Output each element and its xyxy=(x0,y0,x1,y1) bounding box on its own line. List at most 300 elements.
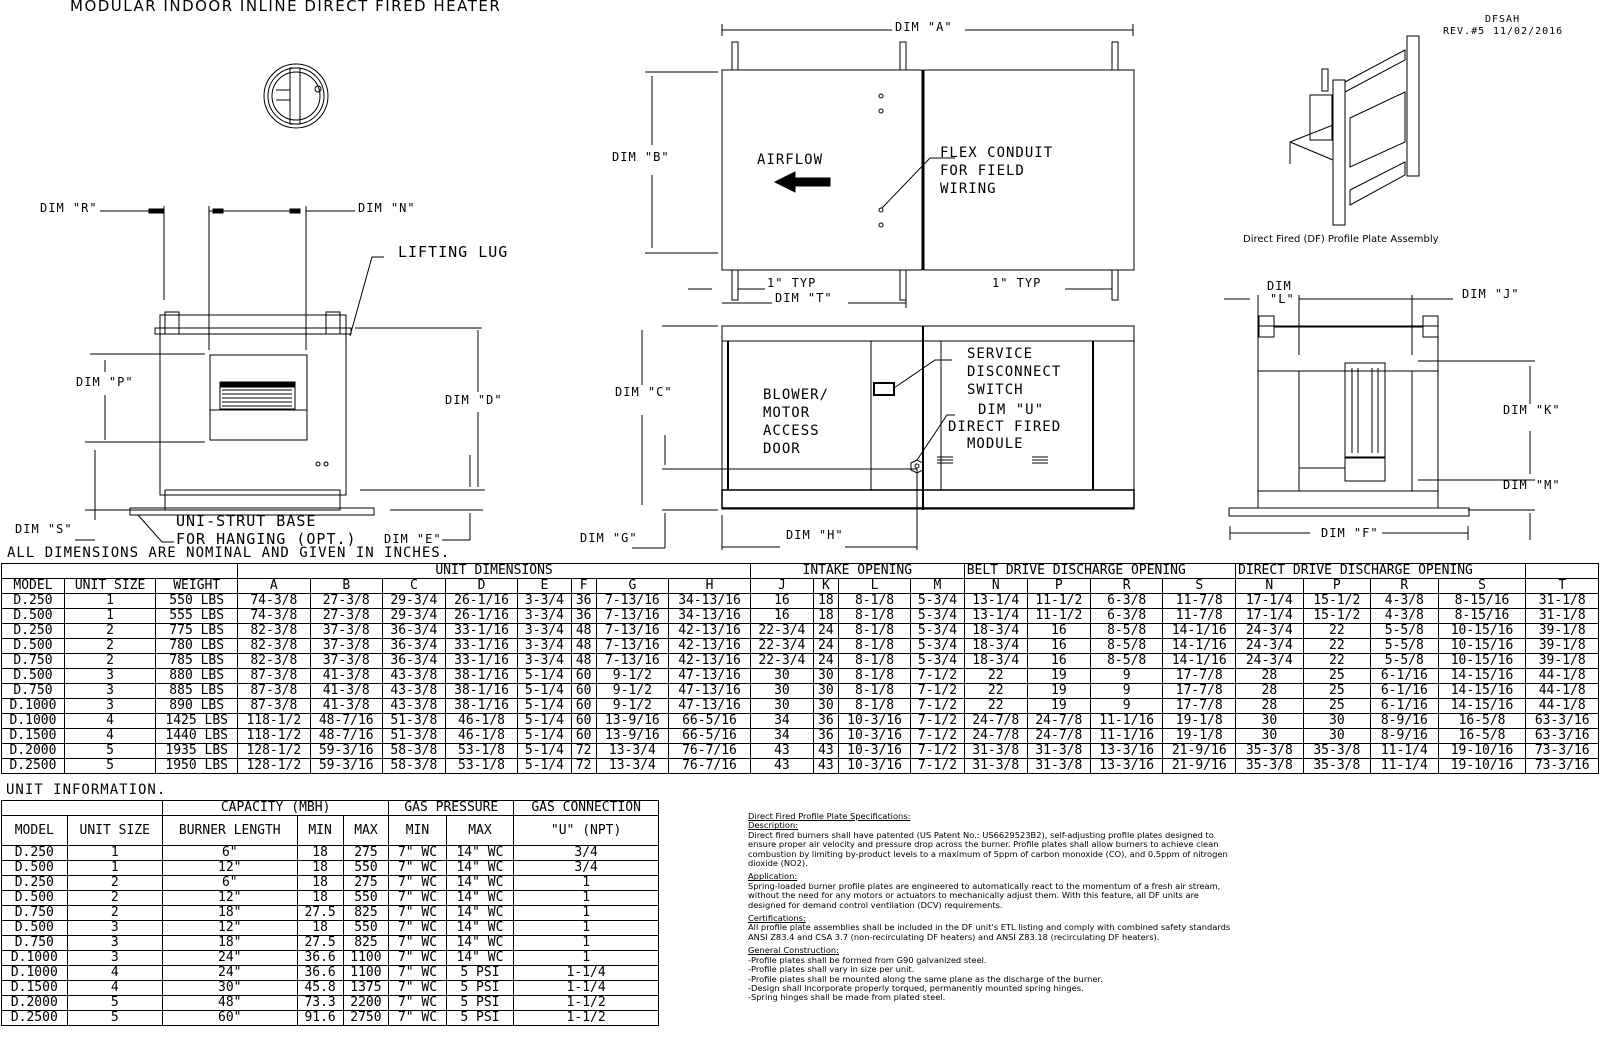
table-cell: 66-5/16 xyxy=(669,714,751,729)
application-text: Spring-loaded burner profile plates are engineered to automatically react to the momentum of a fresh air stream, without the need for any motors or actuators to mechanically adjust them. With this feature, all DF units are designed for demand control ventilation (DCV) requirements. xyxy=(748,880,1221,910)
table-cell: 3/4 xyxy=(514,846,659,861)
table-cell: 16 xyxy=(1027,639,1090,654)
table-cell: 5 PSI xyxy=(446,966,514,981)
table-cell: 3 xyxy=(67,936,162,951)
table-row xyxy=(2,951,659,966)
table-cell: 7" WC xyxy=(389,951,446,966)
table-cell: 6-3/8 xyxy=(1090,594,1163,609)
table-cell: 780 LBS xyxy=(156,639,238,654)
column-header: D xyxy=(445,579,517,594)
column-header: F xyxy=(571,579,596,594)
table-cell: 27.5 xyxy=(297,906,343,921)
group-intake-opening: INTAKE OPENING xyxy=(750,564,964,579)
model-cell: D.2500 xyxy=(2,1011,68,1026)
table-cell: 35-3/8 xyxy=(1303,744,1371,759)
table-cell: 18" xyxy=(162,906,297,921)
table-cell: 17-7/8 xyxy=(1163,699,1236,714)
column-header: C xyxy=(382,579,445,594)
direct-fired-module-label-2: MODULE xyxy=(967,436,1024,452)
page-title: MODULAR INDOOR INLINE DIRECT FIRED HEATER xyxy=(70,0,502,15)
description-text: Direct fired burners shall have patented (US Patent No.: US6629523B2), self-adjusting profile plates designed to ensure proper air velocity and pressure drop across the burner. Profile plates shall allow burners to achieve clean combustion by limiting by-product levels to a maximum of 5ppm of carbon monoxide (CO), and 0.5ppm of nitrogen dioxide (NO2). xyxy=(748,829,1228,869)
table-cell: 10-15/16 xyxy=(1438,624,1526,639)
table-cell: 5-1/4 xyxy=(518,714,571,729)
intake-view-drawing xyxy=(1224,295,1535,540)
construction-item: -Profile plates shall vary in size per unit. xyxy=(748,964,915,975)
table-cell: 5-1/4 xyxy=(518,699,571,714)
table-cell: 31-3/8 xyxy=(1027,744,1090,759)
table-cell: 76-7/16 xyxy=(669,759,751,774)
table-cell: 48" xyxy=(162,996,297,1011)
table-cell: 44-1/8 xyxy=(1526,669,1599,684)
table-cell: 11-1/16 xyxy=(1090,714,1163,729)
table-cell: 5-1/4 xyxy=(518,729,571,744)
table-cell: 7-1/2 xyxy=(911,729,964,744)
table-cell: 22 xyxy=(964,684,1027,699)
table-cell: 39-1/8 xyxy=(1526,654,1599,669)
column-header: R xyxy=(1371,579,1439,594)
table-cell: 7" WC xyxy=(389,996,446,1011)
table-cell: 43-3/8 xyxy=(382,684,445,699)
table-cell: 30 xyxy=(1303,729,1371,744)
table-cell: 25 xyxy=(1303,669,1371,684)
table-cell: 5 xyxy=(67,996,162,1011)
table-cell: 8-1/8 xyxy=(838,639,910,654)
table-cell: 3-3/4 xyxy=(518,594,571,609)
model-cell: D.500 xyxy=(2,639,65,654)
table-cell: 5-3/4 xyxy=(911,594,964,609)
table-cell: 2 xyxy=(67,906,162,921)
table-cell: 35-3/8 xyxy=(1236,759,1304,774)
table-cell: 41-3/8 xyxy=(310,699,382,714)
table-cell: 58-3/8 xyxy=(382,744,445,759)
table-cell: 74-3/8 xyxy=(238,594,310,609)
table-cell: 29-3/4 xyxy=(382,594,445,609)
table-cell: 8-1/8 xyxy=(838,654,910,669)
dimensions-note: ALL DIMENSIONS ARE NOMINAL AND GIVEN IN INCHES. xyxy=(7,545,451,561)
table-cell: 31-3/8 xyxy=(964,759,1027,774)
dim-s-label: DIM "S" xyxy=(15,522,73,536)
table-cell: 7-13/16 xyxy=(596,609,668,624)
table-cell: 41-3/8 xyxy=(310,669,382,684)
table-cell: 16 xyxy=(1027,624,1090,639)
dim-d-label: DIM "D" xyxy=(445,393,503,407)
table-cell: 24" xyxy=(162,966,297,981)
table-row xyxy=(2,981,659,996)
table-cell: 885 LBS xyxy=(156,684,238,699)
table-cell: 7" WC xyxy=(389,906,446,921)
table-row xyxy=(2,609,1599,624)
table-cell: 550 xyxy=(343,921,389,936)
table-cell: 1 xyxy=(514,906,659,921)
table-cell: 16 xyxy=(750,594,813,609)
table-cell: 14" WC xyxy=(446,921,514,936)
table-cell: 36.6 xyxy=(297,966,343,981)
table-cell: 7" WC xyxy=(389,981,446,996)
table-cell: 4 xyxy=(67,966,162,981)
blower-door-label-2: MOTOR xyxy=(763,405,811,421)
table-cell: 19-10/16 xyxy=(1438,759,1526,774)
table-cell: 9 xyxy=(1090,684,1163,699)
table-cell: 48 xyxy=(571,624,596,639)
table-cell: 63-3/16 xyxy=(1526,729,1599,744)
etl-listed-logo xyxy=(264,64,328,128)
table-cell: 10-15/16 xyxy=(1438,654,1526,669)
table-cell: 47-13/16 xyxy=(669,669,751,684)
column-header: L xyxy=(838,579,910,594)
dim-m-label: DIM "M" xyxy=(1503,478,1561,492)
table-row xyxy=(2,921,659,936)
table-cell: 13-3/4 xyxy=(596,744,668,759)
table-cell: 1 xyxy=(514,951,659,966)
blower-door-label-4: DOOR xyxy=(763,441,801,457)
document-code: DFSAH xyxy=(1485,14,1521,25)
table-cell: 22 xyxy=(1303,624,1371,639)
table-cell: 33-1/16 xyxy=(445,639,517,654)
table-cell: 33-1/16 xyxy=(445,624,517,639)
table-cell: 53-1/8 xyxy=(445,759,517,774)
model-cell: D.1000 xyxy=(2,714,65,729)
table-cell: 18 xyxy=(297,921,343,936)
table-cell: 36.6 xyxy=(297,951,343,966)
table-cell: 30 xyxy=(813,699,838,714)
column-header: WEIGHT xyxy=(156,579,238,594)
table-cell: 22 xyxy=(964,669,1027,684)
table-cell: 47-13/16 xyxy=(669,684,751,699)
table-cell: 8-9/16 xyxy=(1371,714,1439,729)
table-cell: 3 xyxy=(64,669,155,684)
table-cell: 7" WC xyxy=(389,846,446,861)
table-cell: 1-1/2 xyxy=(514,996,659,1011)
table-cell: 41-3/8 xyxy=(310,684,382,699)
column-header: E xyxy=(518,579,571,594)
table-cell: 24-7/8 xyxy=(1027,714,1090,729)
table-cell: 51-3/8 xyxy=(382,729,445,744)
table-cell: 46-1/8 xyxy=(445,729,517,744)
table-cell: 66-5/16 xyxy=(669,729,751,744)
table-cell: 60 xyxy=(571,699,596,714)
typ-right-label: 1" TYP xyxy=(992,276,1042,290)
dim-u-label: DIM "U" xyxy=(978,402,1045,418)
table-cell: 34 xyxy=(750,714,813,729)
table-cell: 7-13/16 xyxy=(596,594,668,609)
table-cell: 73.3 xyxy=(297,996,343,1011)
table-cell: 275 xyxy=(343,876,389,891)
table-cell: 5-1/4 xyxy=(518,684,571,699)
typ-left-label: 1" TYP xyxy=(767,276,817,290)
table-cell: 14" WC xyxy=(446,936,514,951)
column-header: UNIT SIZE xyxy=(64,579,155,594)
table-cell: 43-3/8 xyxy=(382,669,445,684)
column-header: "U" (NPT) xyxy=(514,816,659,846)
table-row xyxy=(2,876,659,891)
table-cell: 5-5/8 xyxy=(1371,639,1439,654)
table-cell: 6-1/16 xyxy=(1371,699,1439,714)
certifications-heading: Certifications: xyxy=(748,913,806,924)
table-cell: 18 xyxy=(297,861,343,876)
table-cell: 128-1/2 xyxy=(238,744,310,759)
table-cell: 16 xyxy=(1027,654,1090,669)
table-cell: 22 xyxy=(1303,639,1371,654)
column-header: N xyxy=(964,579,1027,594)
table-cell: 3-3/4 xyxy=(518,639,571,654)
table-cell: 5 PSI xyxy=(446,996,514,1011)
table-cell: 7" WC xyxy=(389,1011,446,1026)
table-cell: 1 xyxy=(514,876,659,891)
table-cell: 53-1/8 xyxy=(445,744,517,759)
table-cell: 25 xyxy=(1303,699,1371,714)
table-cell: 6-3/8 xyxy=(1090,609,1163,624)
table-row xyxy=(2,846,659,861)
table-cell: 14-1/16 xyxy=(1163,639,1236,654)
table-cell: 24 xyxy=(813,654,838,669)
table-cell: 6-1/16 xyxy=(1371,669,1439,684)
table-cell: 34-13/16 xyxy=(669,609,751,624)
revision-date: 11/02/2016 xyxy=(1493,26,1564,37)
table-cell: 24 xyxy=(813,624,838,639)
table-cell: 18 xyxy=(297,846,343,861)
service-disconnect-label-2: DISCONNECT xyxy=(967,364,1062,380)
table-cell: 7" WC xyxy=(389,966,446,981)
table-cell: 3 xyxy=(67,951,162,966)
table-cell: 6" xyxy=(162,876,297,891)
table-row xyxy=(2,744,1599,759)
table-cell: 14" WC xyxy=(446,846,514,861)
table-cell: 4-3/8 xyxy=(1371,609,1439,624)
table-cell: 550 xyxy=(343,861,389,876)
table-cell: 38-1/16 xyxy=(445,699,517,714)
flex-conduit-label-2: FOR FIELD xyxy=(940,163,1025,179)
table-cell: 43 xyxy=(750,744,813,759)
table-cell: 14-15/16 xyxy=(1438,699,1526,714)
table-cell: 30 xyxy=(1236,714,1304,729)
table-cell: 880 LBS xyxy=(156,669,238,684)
table-cell: 2 xyxy=(67,876,162,891)
table-cell: 275 xyxy=(343,846,389,861)
table-cell: 2 xyxy=(67,891,162,906)
table-cell: 35-3/8 xyxy=(1303,759,1371,774)
table-cell: 43 xyxy=(813,744,838,759)
table-cell: 60 xyxy=(571,729,596,744)
table-row xyxy=(2,594,1599,609)
dim-p-label: DIM "P" xyxy=(76,375,134,389)
table-cell: 87-3/8 xyxy=(238,669,310,684)
model-cell: D.250 xyxy=(2,624,65,639)
table-cell: 48 xyxy=(571,654,596,669)
table-cell: 14" WC xyxy=(446,891,514,906)
model-cell: D.750 xyxy=(2,906,68,921)
table-cell: 1 xyxy=(514,891,659,906)
table-cell: 19-1/8 xyxy=(1163,729,1236,744)
group-gas-pressure: GAS PRESSURE xyxy=(389,801,514,816)
table-cell: 9 xyxy=(1090,669,1163,684)
table-row xyxy=(2,1011,659,1026)
table-cell: 30 xyxy=(750,699,813,714)
table-cell: 5-3/4 xyxy=(911,654,964,669)
dim-a-label: DIM "A" xyxy=(895,20,953,34)
table-cell: 18 xyxy=(297,891,343,906)
construction-item: -Profile plates shall be mounted along the same plane as the discharge of the burner. xyxy=(748,973,1103,984)
table-cell: 13-3/16 xyxy=(1090,759,1163,774)
blower-door-label-3: ACCESS xyxy=(763,423,820,439)
table-cell: 5 PSI xyxy=(446,981,514,996)
table-cell: 28 xyxy=(1236,669,1304,684)
table-cell: 4 xyxy=(64,729,155,744)
table-cell: 21-9/16 xyxy=(1163,744,1236,759)
table-row xyxy=(2,996,659,1011)
dim-j-label: DIM "J" xyxy=(1462,287,1520,301)
table-cell: 11-1/2 xyxy=(1027,594,1090,609)
table-cell: 6-1/16 xyxy=(1371,684,1439,699)
table-cell: 43 xyxy=(813,759,838,774)
unit-info-table xyxy=(1,800,659,1026)
table-cell: 36 xyxy=(813,729,838,744)
table-cell: 34-13/16 xyxy=(669,594,751,609)
model-cell: D.1500 xyxy=(2,729,65,744)
table-cell: 5-5/8 xyxy=(1371,624,1439,639)
table-cell: 36 xyxy=(813,714,838,729)
group-gas-connection: GAS CONNECTION xyxy=(514,801,659,816)
airflow-label: AIRFLOW xyxy=(757,152,824,168)
table-cell: 48-7/16 xyxy=(310,714,382,729)
model-cell: D.2500 xyxy=(2,759,65,774)
table-cell: 31-1/8 xyxy=(1526,609,1599,624)
table-header-row xyxy=(2,579,1599,594)
table-cell: 48 xyxy=(571,639,596,654)
table-cell: 43 xyxy=(750,759,813,774)
table-cell: 27-3/8 xyxy=(310,594,382,609)
table-cell: 16 xyxy=(750,609,813,624)
column-header: M xyxy=(911,579,964,594)
table-cell: 1100 xyxy=(343,966,389,981)
column-header: BURNER LENGTH xyxy=(162,816,297,846)
table-cell: 8-1/8 xyxy=(838,699,910,714)
table-cell: 24" xyxy=(162,951,297,966)
table-cell: 15-1/2 xyxy=(1303,609,1371,624)
table-cell: 3-3/4 xyxy=(518,654,571,669)
table-cell: 12" xyxy=(162,891,297,906)
table-cell: 11-7/8 xyxy=(1163,594,1236,609)
column-header: J xyxy=(750,579,813,594)
table-cell: 60" xyxy=(162,1011,297,1026)
table-cell: 9 xyxy=(1090,699,1163,714)
table-cell: 7" WC xyxy=(389,891,446,906)
blower-door-label-1: BLOWER/ xyxy=(763,387,830,403)
table-cell: 785 LBS xyxy=(156,654,238,669)
table-cell: 27.5 xyxy=(297,936,343,951)
table-cell: 5 xyxy=(64,759,155,774)
construction-heading: General Construction: xyxy=(748,945,839,956)
dim-g-label: DIM "G" xyxy=(580,531,638,545)
table-cell: 10-3/16 xyxy=(838,744,910,759)
column-header: R xyxy=(1090,579,1163,594)
table-cell: 25 xyxy=(1303,684,1371,699)
column-header: G xyxy=(596,579,668,594)
table-cell: 76-7/16 xyxy=(669,744,751,759)
table-cell: 43-3/8 xyxy=(382,699,445,714)
table-cell: 15-1/2 xyxy=(1303,594,1371,609)
group-capacity: CAPACITY (MBH) xyxy=(162,801,388,816)
column-header: T xyxy=(1526,579,1599,594)
direct-fired-module-label-1: DIRECT FIRED xyxy=(948,419,1062,435)
table-cell: 7-1/2 xyxy=(911,759,964,774)
table-cell: 24-7/8 xyxy=(964,714,1027,729)
table-cell: 33-1/16 xyxy=(445,654,517,669)
table-cell: 82-3/8 xyxy=(238,639,310,654)
lifting-lug-label: LIFTING LUG xyxy=(398,243,509,261)
table-cell: 7" WC xyxy=(389,921,446,936)
table-cell: 22-3/4 xyxy=(750,654,813,669)
table-cell: 48-7/16 xyxy=(310,729,382,744)
table-cell: 8-9/16 xyxy=(1371,729,1439,744)
table-cell: 42-13/16 xyxy=(669,654,751,669)
service-disconnect-label-3: SWITCH xyxy=(967,382,1024,398)
model-cell: D.2000 xyxy=(2,996,68,1011)
table-cell: 30 xyxy=(750,684,813,699)
table-cell: 35-3/8 xyxy=(1236,744,1304,759)
dim-e-label: DIM "E" xyxy=(384,532,442,546)
table-cell: 1425 LBS xyxy=(156,714,238,729)
table-cell: 19 xyxy=(1027,699,1090,714)
table-cell: 7-1/2 xyxy=(911,669,964,684)
table-cell: 28 xyxy=(1236,699,1304,714)
table-cell: 7" WC xyxy=(389,936,446,951)
table-cell: 24-7/8 xyxy=(1027,729,1090,744)
table-cell: 2 xyxy=(64,639,155,654)
column-header: K xyxy=(813,579,838,594)
table-cell: 31-1/8 xyxy=(1526,594,1599,609)
table-cell: 37-3/8 xyxy=(310,624,382,639)
column-header: P xyxy=(1027,579,1090,594)
dim-k-label: DIM "K" xyxy=(1503,403,1561,417)
column-header: MIN xyxy=(389,816,446,846)
table-cell: 82-3/8 xyxy=(238,654,310,669)
table-cell: 24 xyxy=(813,639,838,654)
table-cell: 14-15/16 xyxy=(1438,669,1526,684)
table-cell: 8-5/8 xyxy=(1090,624,1163,639)
table-cell: 31-3/8 xyxy=(1027,759,1090,774)
table-cell: 13-9/16 xyxy=(596,729,668,744)
table-cell: 22-3/4 xyxy=(750,639,813,654)
table-cell: 14-1/16 xyxy=(1163,624,1236,639)
dimensions-table xyxy=(1,563,1599,774)
table-cell: 10-15/16 xyxy=(1438,639,1526,654)
table-cell: 3/4 xyxy=(514,861,659,876)
model-cell: D.250 xyxy=(2,846,68,861)
table-row xyxy=(2,714,1599,729)
table-cell: 1 xyxy=(67,861,162,876)
isometric-caption: Direct Fired (DF) Profile Plate Assembly xyxy=(1243,234,1439,245)
table-cell: 1 xyxy=(514,936,659,951)
table-cell: 7-1/2 xyxy=(911,744,964,759)
table-cell: 3 xyxy=(64,684,155,699)
table-cell: 30 xyxy=(1236,729,1304,744)
table-cell: 2750 xyxy=(343,1011,389,1026)
table-cell: 13-9/16 xyxy=(596,714,668,729)
table-cell: 7" WC xyxy=(389,876,446,891)
table-cell: 128-1/2 xyxy=(238,759,310,774)
table-cell: 73-3/16 xyxy=(1526,759,1599,774)
table-cell: 91.6 xyxy=(297,1011,343,1026)
table-cell: 30 xyxy=(813,669,838,684)
table-cell: 26-1/16 xyxy=(445,609,517,624)
table-cell: 22 xyxy=(964,699,1027,714)
table-row xyxy=(2,966,659,981)
table-cell: 8-1/8 xyxy=(838,684,910,699)
table-cell: 1 xyxy=(64,594,155,609)
model-cell: D.500 xyxy=(2,921,68,936)
table-row xyxy=(2,669,1599,684)
table-cell: 7" WC xyxy=(389,861,446,876)
